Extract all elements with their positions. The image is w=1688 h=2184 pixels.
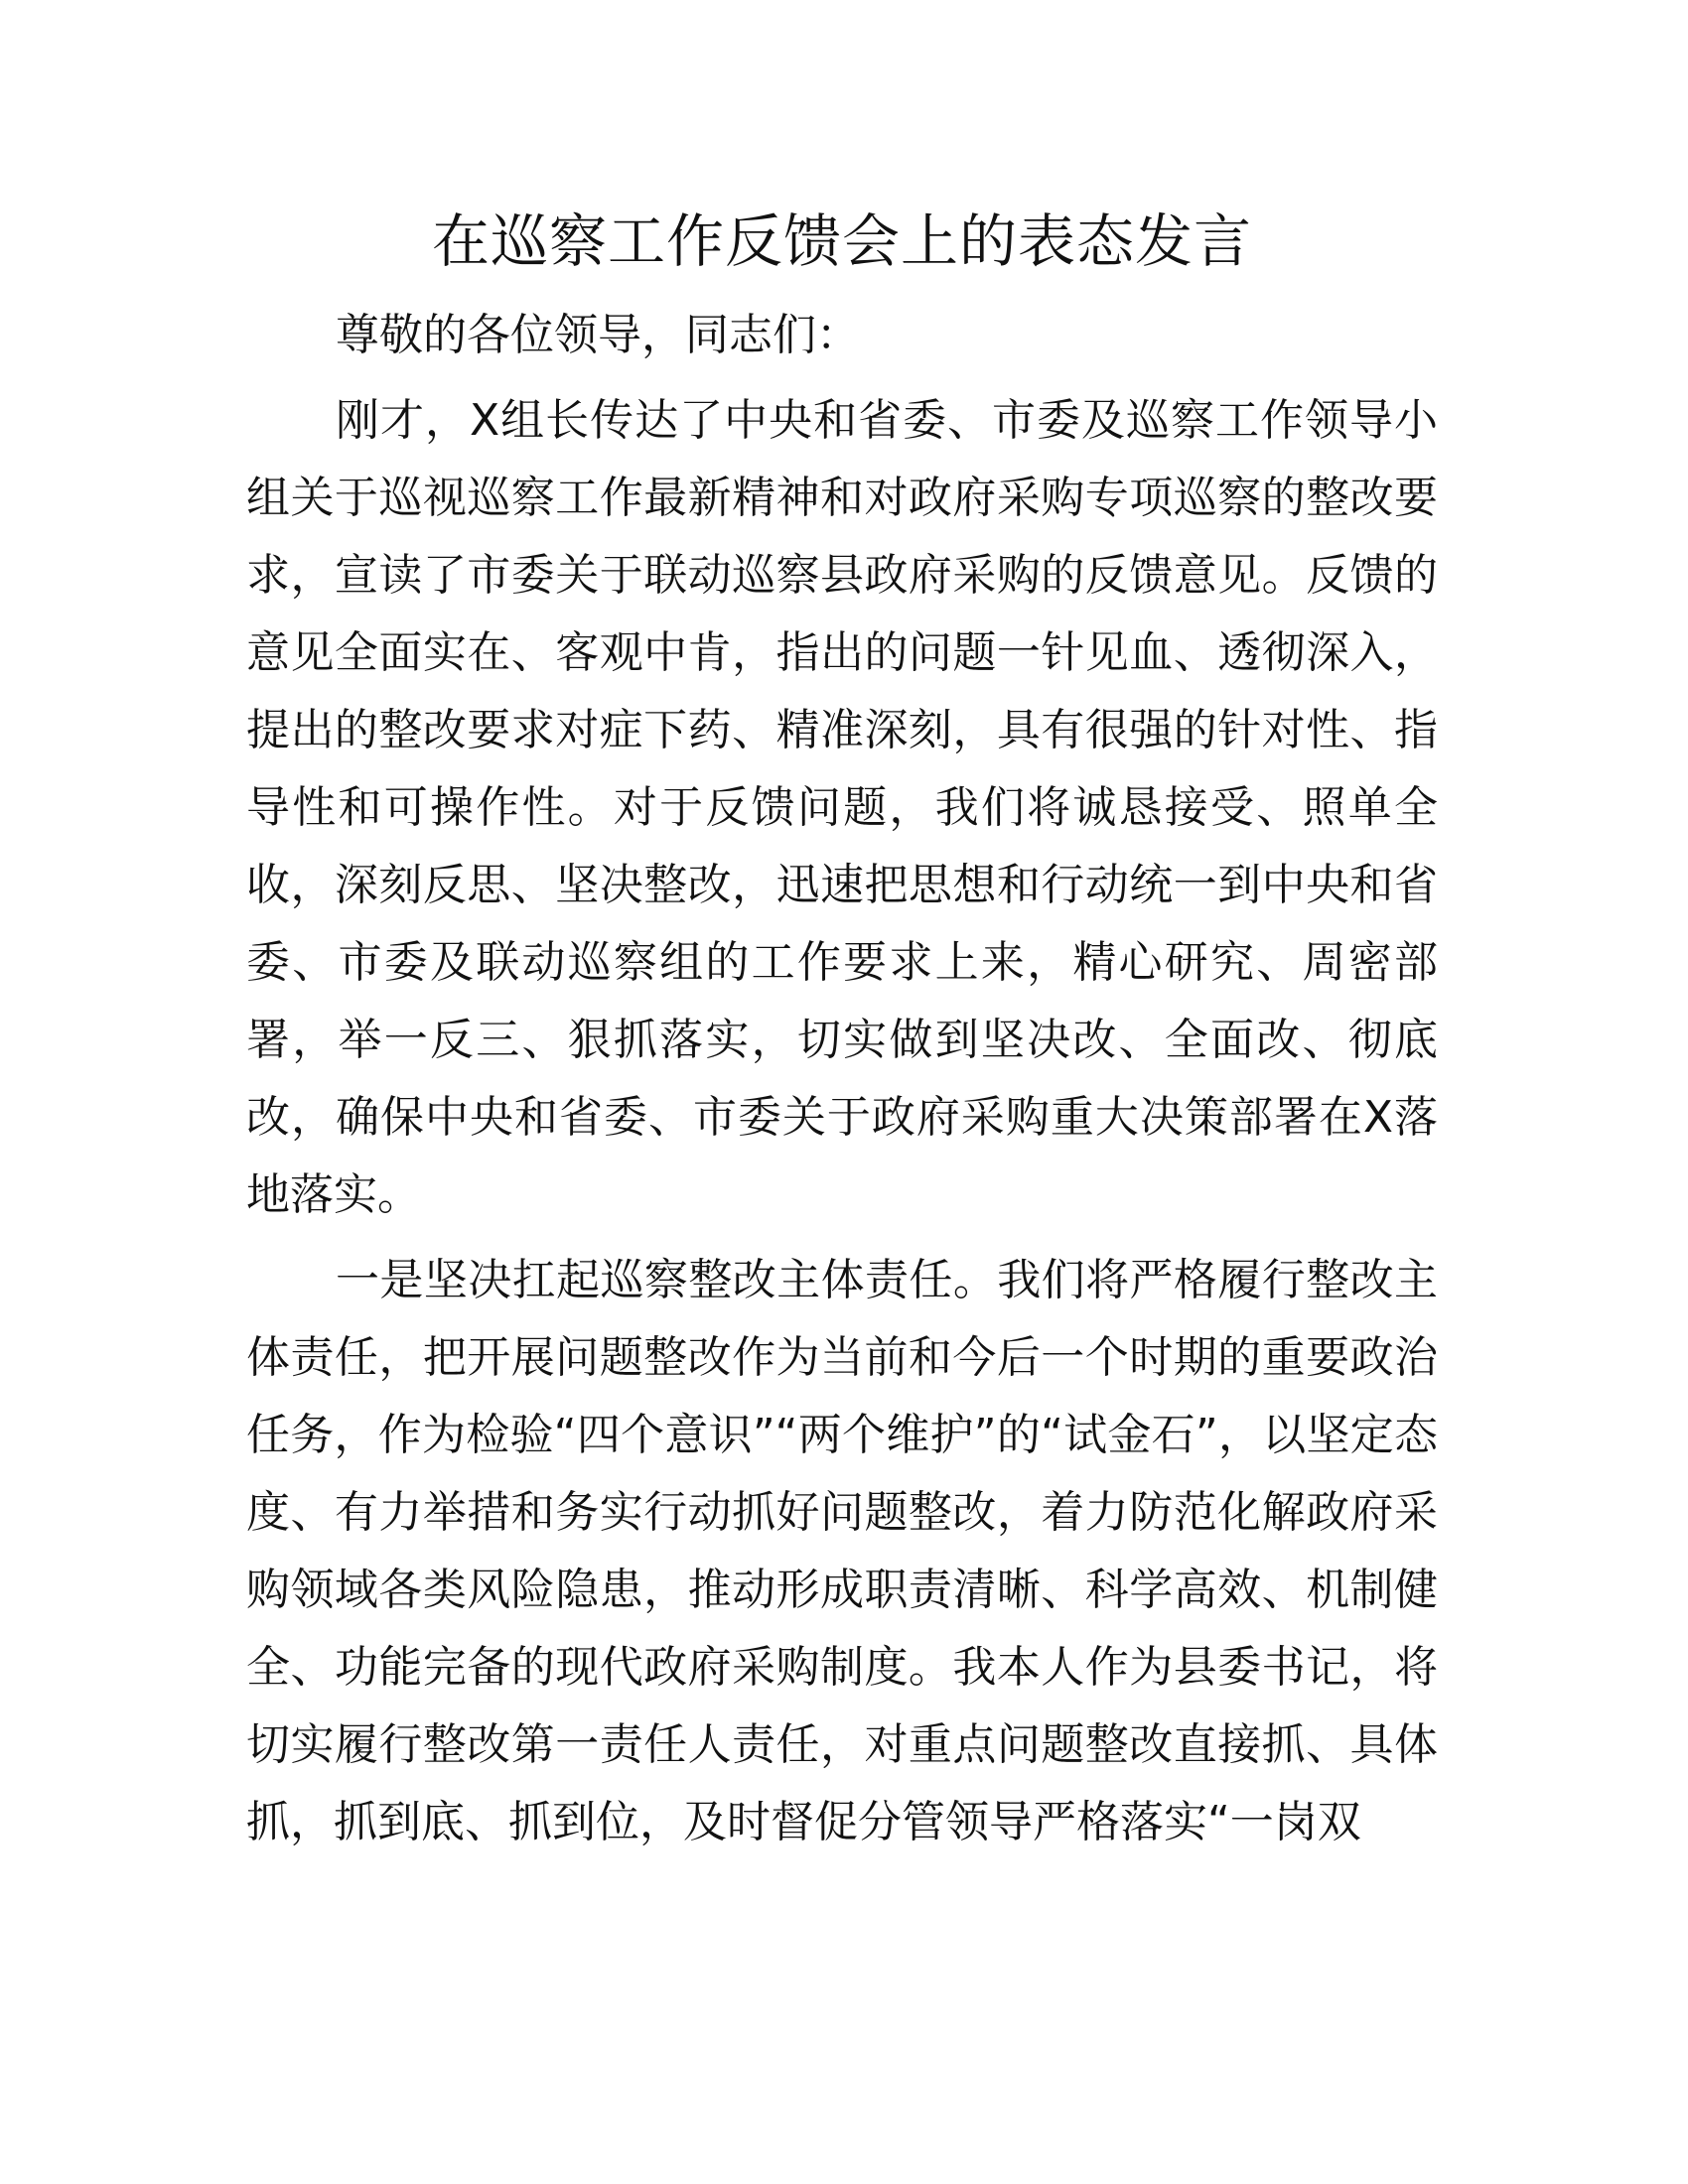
- document-title: 在巡察工作反馈会上的表态发言: [431, 207, 1252, 275]
- document-page: [246, 204, 1438, 1861]
- salutation: 尊敬的各位领导，同志们：: [336, 310, 860, 360]
- paragraph-opening: 刚才，X组长传达了中央和省委、市委及巡察工作领导小组关于巡视巡察工作最新精神和对政府采购专项巡察的整改要求，宣读了市委关于联动巡察县政府采购的反馈意见。反馈的意见全面实在、客观中肯，指出的问题一针见血、透彻深入，提出的整改要求对症下药、精准深刻，具有很强的针对性、指导性和可操作性。对于反馈问题，我们将诚恳接受、照单全收，深刻反思、坚决整改，迅速把思想和行动统一到中央和省委、市委及联动巡察组的工作要求上来，精心研究、周密部署，举一反三、狠抓落实，切实做到坚决改、全面改、彻底改，确保中央和省委、市委关于政府采购重大决策部署在X落地落实。: [246, 395, 1438, 1220]
- paragraph-point-one: 一是坚决扛起巡察整改主体责任。我们将严格履行整改主体责任，把开展问题整改作为当前和今后一个时期的重要政治任务，作为检验“四个意识”“两个维护”的“试金石”，以坚定态度、有力举措和务实行动抓好问题整改，着力防范化解政府采购领域各类风险隐患，推动形成职责清晰、科学高效、机制健全、功能完备的现代政府采购制度。我本人作为县委书记，将切实履行整改第一责任人责任，对重点问题整改直接抓、具体抓，抓到底、抓到位，及时督促分管领导严格落实“一岗双: [246, 1255, 1438, 1847]
